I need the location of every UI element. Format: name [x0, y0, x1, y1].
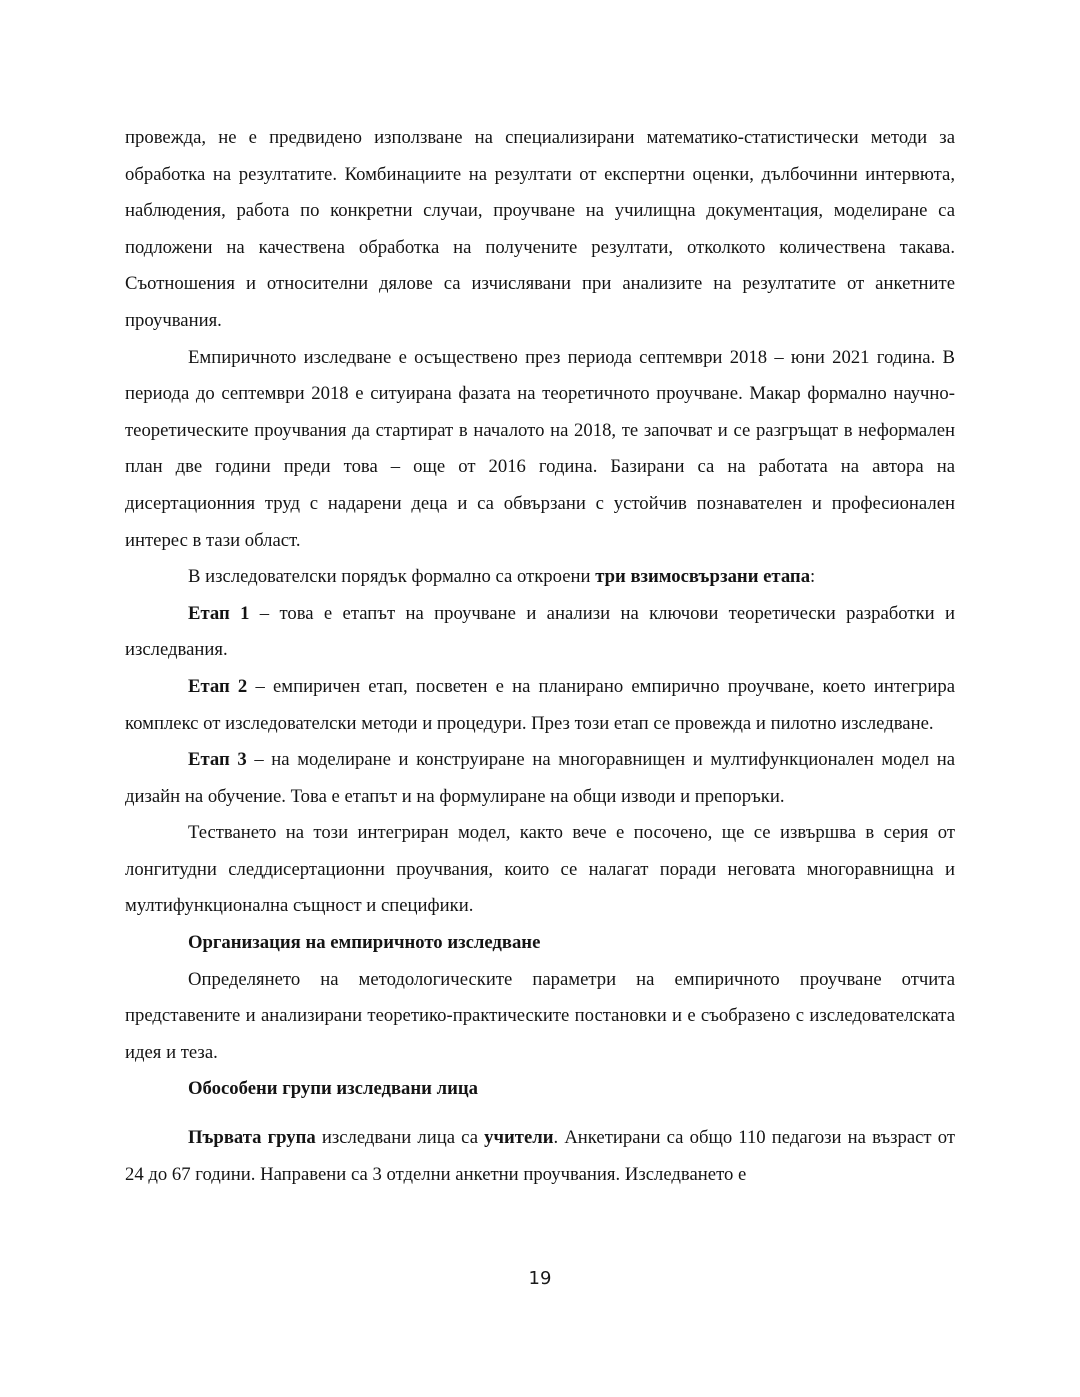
paragraph-parameters: Определянето на методологическите параметри на емпиричното проучване отчита представените и анализирани теоретико-практическите постановки и е съобразено с изследователската идея и теза.	[125, 968, 955, 1063]
first-group-text-1: изследвани лица са	[315, 1127, 485, 1149]
page-number: 19	[528, 1268, 552, 1289]
stage-3-text: – на моделиране и конструиране на многоравнищен и мултифункционален модел на дизайн на обучение. Това е етапът и на формулиране на общи изводи и препоръки.	[125, 749, 955, 807]
paragraph-period: Емпиричното изследване е осъществено през периода септември 2018 – юни 2021 година. В периода до септември 2018 е ситуирана фазата на теоретичното проучване. Макар формално научно-теоретическите проучвания да стартират в началото на 2018, те започват и се разгръщат в неформален план две години преди това – още от 2016 година. Базирани са на работата на автора на дисертационния труд с надарени деца и са обвързани с устойчив познавателен и професионален интерес в тази област.	[125, 346, 955, 551]
first-group-teachers: учители	[484, 1127, 554, 1149]
paragraph-methods: провежда, не е предвидено използване на специализирани математико-статистически методи за обработка на резултатите. Комбинациите на резултати от експертни оценки, дълбочинни интервюта, наблюдения, работа по конкретни случаи, проучване на училищна документация, моделиране са подложени на качествена обработка на получените резултати, отколкото количествена такава. Съотношения и относителни дялове са изчислявани при анализите на резултатите от анкетните проучвания.	[125, 127, 955, 331]
paragraph-stage-3	[125, 742, 955, 815]
paragraph-first-group	[125, 1120, 955, 1193]
first-group-text-2: . Анкетирани са общо 110 педагози на възраст от 24 до 67 години. Направени са 3 отделни анкетни проучвания. Изследването е	[125, 1127, 955, 1185]
stage-1-text: – това е етапът на проучване и анализи на ключови теоретически разработки и изследвания.	[125, 602, 955, 661]
paragraph-testing: Тестването на този интегриран модел, както вече е посочено, ще се извършва в серия от лонгитудни следдисертационни проучвания, които се налагат поради неговата многоравнищна и мултифункционална същност и специфики.	[125, 822, 955, 917]
stage-1-label: Етап 1	[188, 602, 250, 624]
heading-groups: Обособени групи изследвани лица	[188, 1078, 478, 1100]
stage-3-label: Етап 3	[188, 749, 247, 771]
stages-intro-bold: три взимосвързани етапа	[595, 566, 811, 588]
stage-2-text: – емпиричен етап, посветен е на планирано емпирично проучване, което интегрира комплекс от изследователски методи и процедури. През този етап се провежда и пилотно изследване.	[125, 675, 955, 734]
document-page	[125, 120, 955, 1193]
paragraph-stage-2	[125, 669, 955, 742]
stage-2-label: Етап 2	[188, 675, 248, 697]
paragraph-stage-1	[125, 596, 955, 669]
paragraph-stages-intro	[125, 559, 955, 596]
heading-organization: Организация на емпиричното изследване	[188, 932, 541, 954]
first-group-label: Първата група	[188, 1127, 316, 1149]
stages-intro-end: :	[810, 566, 816, 588]
spacer	[125, 1108, 955, 1120]
stages-intro-text: В изследователски порядък формално са откроени	[188, 566, 596, 588]
